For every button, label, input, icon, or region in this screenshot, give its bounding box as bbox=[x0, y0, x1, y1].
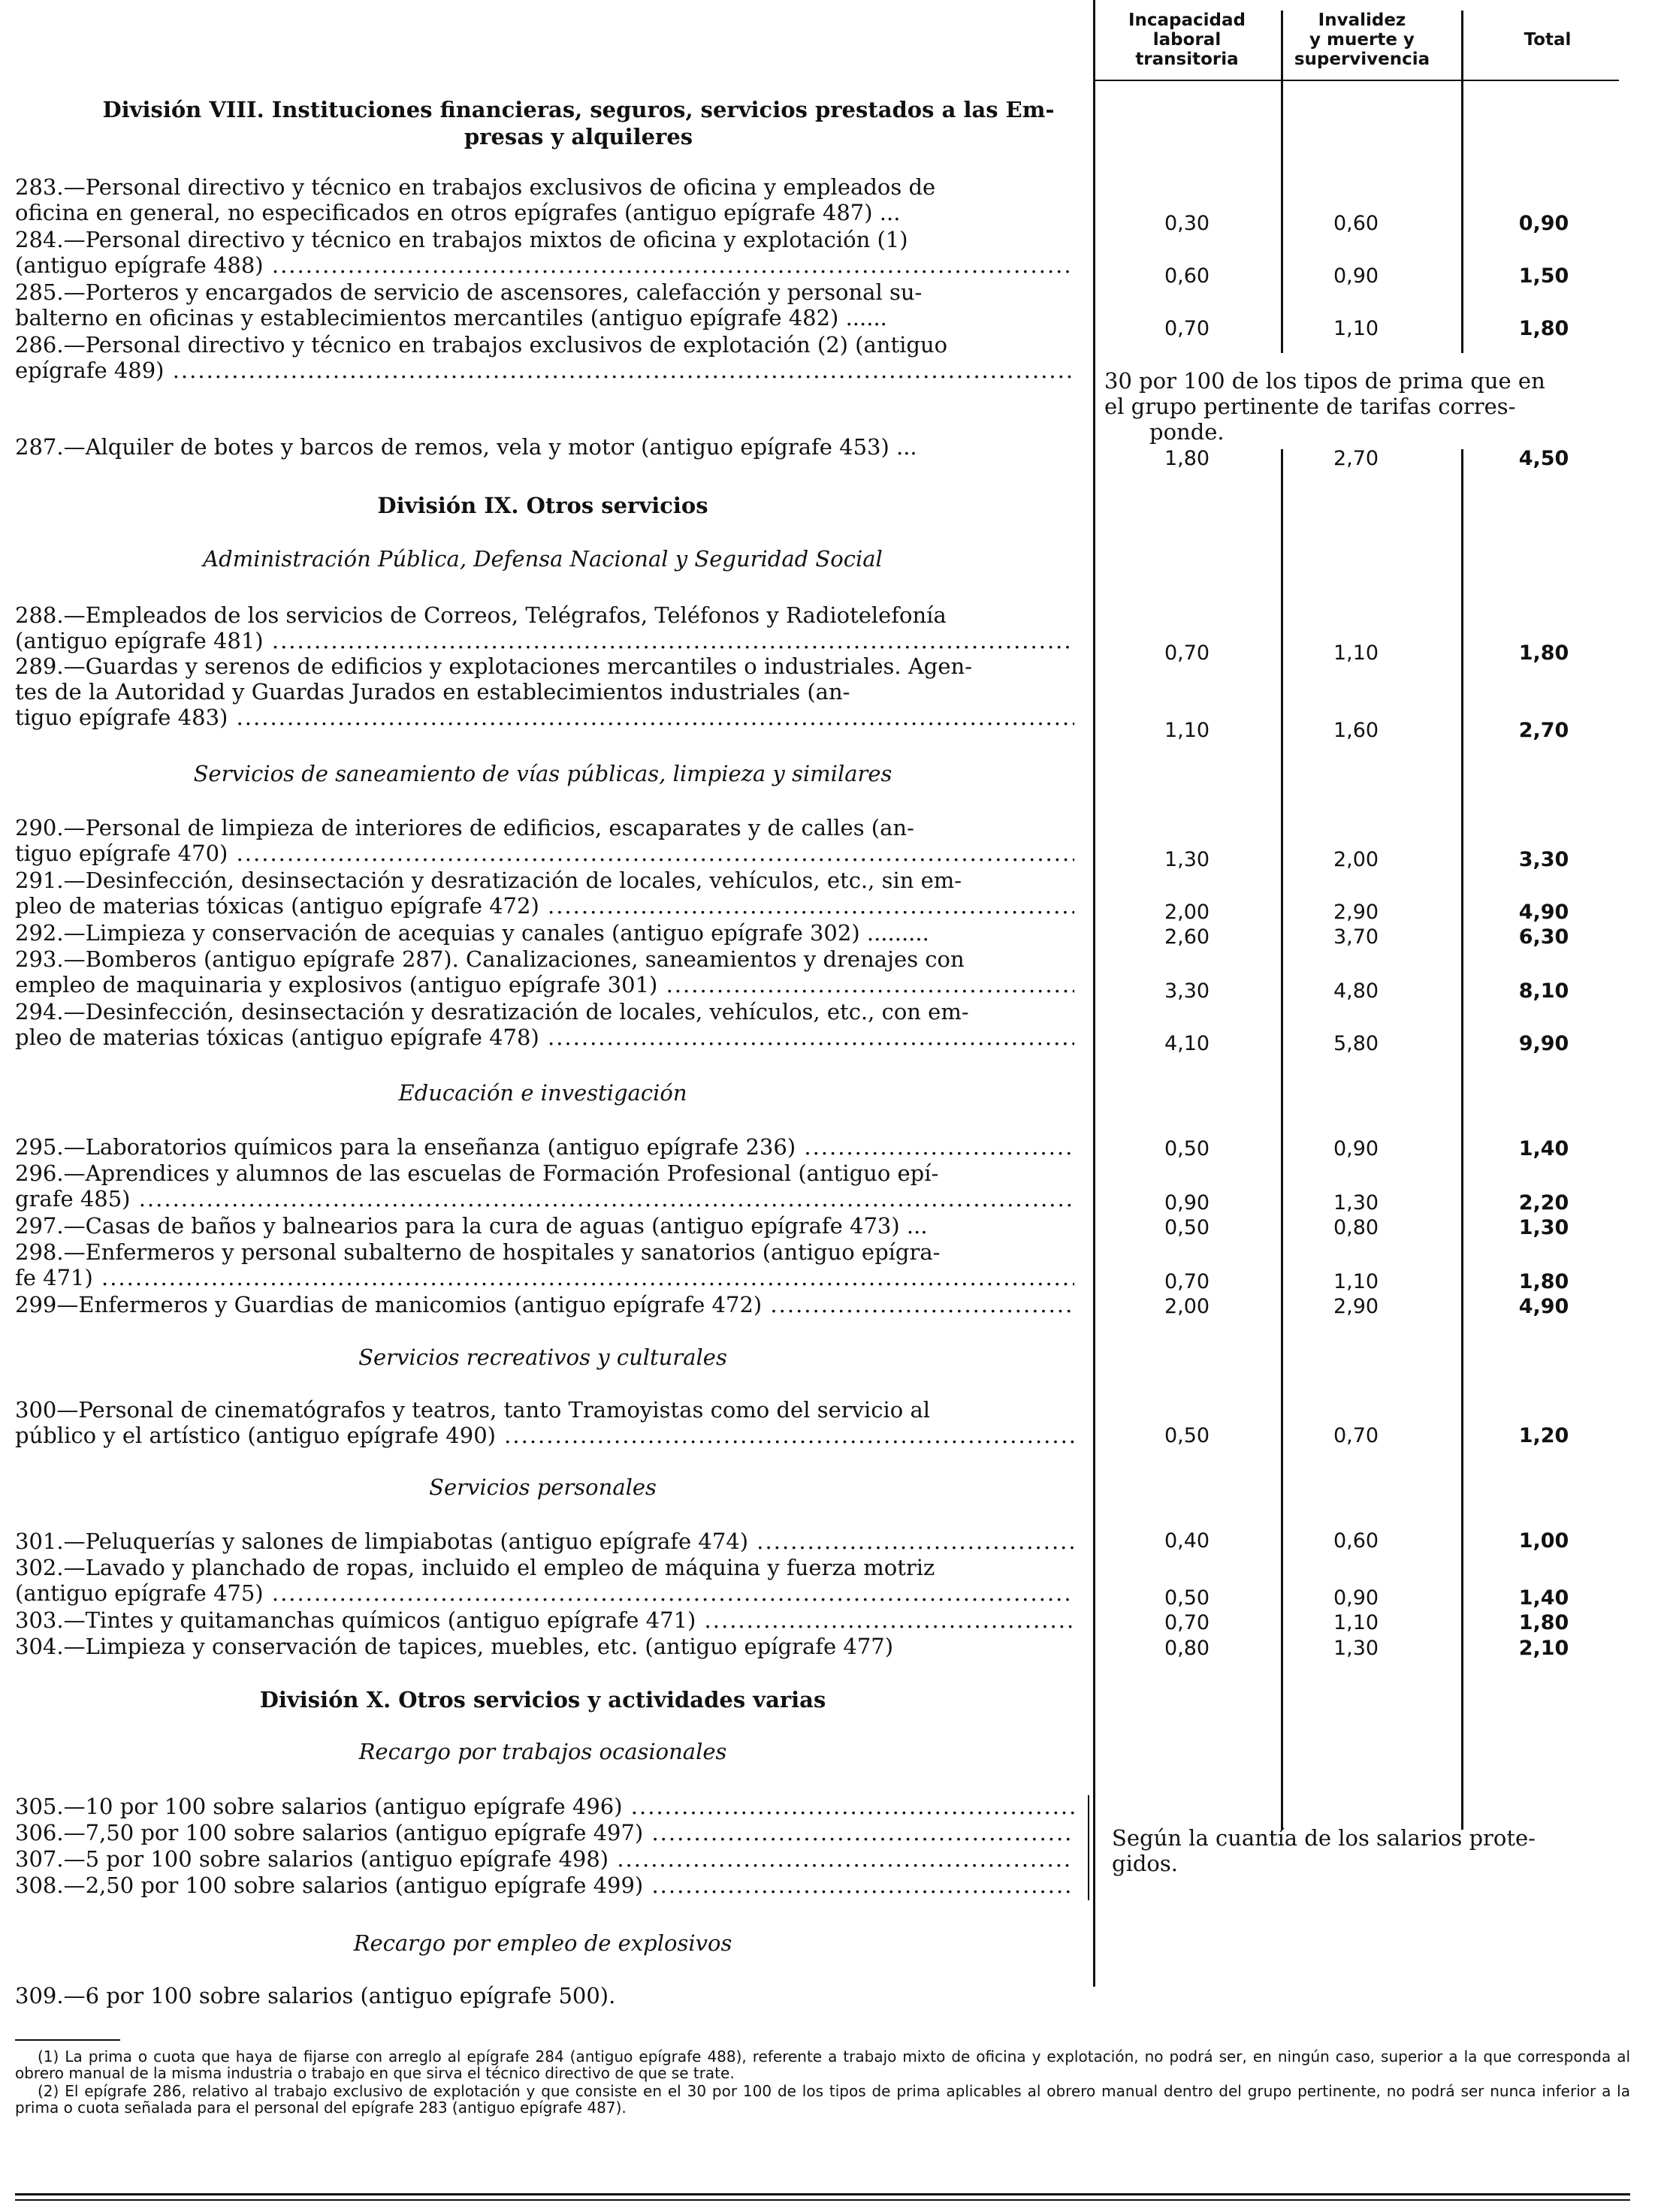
entry-line: epígrafe 489) ..... bbox=[15, 358, 1074, 383]
entry-line: 286.—Personal directivo y técnico en trabajos exclusivos de explotación (2) (antiguo bbox=[15, 332, 948, 358]
value-total: 1,80 bbox=[1518, 1611, 1569, 1634]
division-title-line: presas y alquileres bbox=[464, 124, 693, 149]
entry-296 bbox=[15, 1160, 1074, 1212]
entry-line: (antiguo epígrafe 481) ..... bbox=[15, 628, 1074, 653]
entry-line: 308.—2,50 por 100 sobre salarios (antiguo epígrafe 499) ..... bbox=[15, 1873, 1074, 1898]
entry-line: 306.—7,50 por 100 sobre salarios (antiguo epígrafe 497) ..... bbox=[15, 1820, 1074, 1845]
column-header-line: Incapacidad bbox=[1128, 11, 1246, 30]
entry-line: 304.—Limpieza y conservación de tapices, muebles, etc. (antiguo epígrafe 477) bbox=[15, 1634, 894, 1659]
value-incapacidad: 0,50 bbox=[1164, 1424, 1210, 1447]
entry-298 bbox=[15, 1239, 1074, 1290]
entry-309 bbox=[15, 1983, 1074, 2008]
entry-300 bbox=[15, 1397, 1074, 1448]
entry-line: 296.—Aprendices y alumnos de las escuelas de Formación Profesional (antiguo epí- bbox=[15, 1160, 939, 1186]
value-incapacidad: 0,50 bbox=[1164, 1586, 1210, 1610]
value-invalidez: 4,80 bbox=[1333, 979, 1379, 1003]
value-invalidez: 0,60 bbox=[1333, 212, 1379, 235]
column-rule-left bbox=[1093, 0, 1095, 1987]
entry-line: 293.—Bomberos (antiguo epígrafe 287). Canalizaciones, saneamientos y drenajes con bbox=[15, 946, 965, 972]
value-invalidez: 0,90 bbox=[1333, 264, 1379, 288]
bottom-rule bbox=[15, 2193, 1630, 2195]
entry-301 bbox=[15, 1528, 1074, 1554]
entry-line: 287.—Alquiler de botes y barcos de remos, vela y motor (antiguo epígrafe 453) ... bbox=[15, 434, 917, 460]
section-subheading: Servicios recreativos y culturales bbox=[358, 1344, 727, 1370]
value-incapacidad: 4,10 bbox=[1164, 1032, 1210, 1055]
footnote-1: (1) La prima o cuota que haya de fijarse con arreglo al epígrafe 284 (antiguo epígrafe 488), referente a trabajo mixto de oficina y explotación, no podrá ser, en ningún caso, superior a la que corresponda al obrero manual de la misma industria o trabajo en que sirva el técnico directivo de que se trate. bbox=[15, 2048, 1630, 2082]
value-incapacidad: 0,70 bbox=[1164, 641, 1210, 665]
value-total: 1,20 bbox=[1518, 1424, 1569, 1447]
section-subheading: Recargo por empleo de explosivos bbox=[353, 1930, 732, 1956]
entry-290 bbox=[15, 815, 1074, 866]
section-subheading: Servicios de saneamiento de vías públicas, limpieza y similares bbox=[193, 761, 892, 786]
note-line: 30 por 100 de los tipos de prima que en bbox=[1104, 368, 1545, 394]
entry-line: 299—Enfermeros y Guardias de manicomios (antiguo epígrafe 472) ..... bbox=[15, 1292, 1074, 1317]
entry-line: (antiguo epígrafe 475) ..... bbox=[15, 1580, 1074, 1606]
division-heading: División IX. Otros servicios bbox=[377, 493, 708, 518]
entry-303 bbox=[15, 1607, 1074, 1633]
section-subheading: Servicios personales bbox=[429, 1474, 657, 1500]
entry-line: 302.—Lavado y planchado de ropas, incluido el empleo de máquina y fuerza motriz bbox=[15, 1555, 935, 1580]
entry-line: 290.—Personal de limpieza de interiores de edificios, escaparates y de calles (an- bbox=[15, 815, 914, 840]
value-invalidez: 1,10 bbox=[1333, 641, 1379, 665]
column-header-incapacidad bbox=[1104, 11, 1270, 69]
entry-294 bbox=[15, 999, 1074, 1050]
column-header-invalidez bbox=[1283, 11, 1441, 69]
note-line: el grupo pertinente de tarifas corres- bbox=[1104, 394, 1516, 419]
entry-line: 297.—Casas de baños y balnearios para la cura de aguas (antiguo epígrafe 473) ... bbox=[15, 1213, 928, 1239]
value-total: 1,80 bbox=[1518, 641, 1569, 665]
value-incapacidad: 0,50 bbox=[1164, 1216, 1210, 1239]
entry-293 bbox=[15, 946, 1074, 997]
column-header-line: supervivencia bbox=[1294, 50, 1430, 69]
value-invalidez: 0,90 bbox=[1333, 1137, 1379, 1160]
value-total: 2,70 bbox=[1518, 719, 1569, 742]
note-305-308 bbox=[1112, 1825, 1630, 1876]
entry-288 bbox=[15, 602, 1074, 653]
value-total: 1,40 bbox=[1518, 1586, 1569, 1610]
value-invalidez: 1,10 bbox=[1333, 1270, 1379, 1293]
value-invalidez: 1,10 bbox=[1333, 317, 1379, 340]
column-header-line: y muerte y bbox=[1309, 30, 1415, 50]
column-rule-2a bbox=[1461, 11, 1463, 353]
entry-line: 283.—Personal directivo y técnico en trabajos exclusivos de oficina y empleados de bbox=[15, 174, 936, 200]
value-incapacidad: 0,30 bbox=[1164, 212, 1210, 235]
value-total: 4,90 bbox=[1518, 1295, 1569, 1318]
value-total: 1,80 bbox=[1518, 1270, 1569, 1293]
value-total: 1,30 bbox=[1518, 1216, 1569, 1239]
entry-306 bbox=[15, 1820, 1074, 1845]
value-total: 2,20 bbox=[1518, 1191, 1569, 1215]
column-header-line: laboral bbox=[1152, 30, 1222, 50]
column-header-line: Invalidez bbox=[1318, 11, 1406, 30]
value-invalidez: 0,90 bbox=[1333, 1586, 1379, 1610]
header-rule bbox=[1093, 80, 1619, 81]
value-total: 1,40 bbox=[1518, 1137, 1569, 1160]
entry-287 bbox=[15, 434, 1074, 460]
value-incapacidad: 0,70 bbox=[1164, 1611, 1210, 1634]
entry-307 bbox=[15, 1846, 1074, 1872]
value-total: 0,90 bbox=[1518, 212, 1569, 235]
value-total: 4,50 bbox=[1518, 447, 1569, 470]
footnote-rule bbox=[15, 2039, 120, 2041]
entry-308 bbox=[15, 1873, 1074, 1898]
value-incapacidad: 2,60 bbox=[1164, 925, 1210, 949]
entry-line: 288.—Empleados de los servicios de Correos, Telégrafos, Teléfonos y Radiotelefonía bbox=[15, 602, 947, 628]
column-rule-2b bbox=[1461, 449, 1463, 1830]
value-invalidez: 2,90 bbox=[1333, 901, 1379, 924]
entry-286 bbox=[15, 332, 1074, 383]
footnote-2: (2) El epígrafe 286, relativo al trabajo exclusivo de explotación y que consiste en el 30 por 100 de los tipos de prima aplicables al obrero manual dentro del grupo pertinente, no podrá ser nunca inferior a la prima o cuota señalada para el personal del epígrafe 283 (antiguo epígrafe 487). bbox=[15, 2082, 1630, 2117]
entry-line: tiguo epígrafe 483) ..... bbox=[15, 705, 1074, 730]
column-header-line: transitoria bbox=[1135, 50, 1239, 69]
value-total: 4,90 bbox=[1518, 901, 1569, 924]
entry-283 bbox=[15, 174, 1074, 225]
entry-line: 298.—Enfermeros y personal subalterno de hospitales y sanatorios (antiguo epígra- bbox=[15, 1239, 941, 1265]
entry-297 bbox=[15, 1213, 1074, 1239]
column-rule-1a bbox=[1281, 11, 1283, 353]
entry-line: 285.—Porteros y encargados de servicio de ascensores, calefacción y personal su- bbox=[15, 279, 923, 305]
division-title-line: División VIII. Instituciones financieras, seguros, servicios prestados a las Em- bbox=[102, 97, 1055, 122]
value-incapacidad: 0,50 bbox=[1164, 1137, 1210, 1160]
entry-line: 301.—Peluquerías y salones de limpiabotas (antiguo epígrafe 474) ..... bbox=[15, 1528, 1074, 1554]
column-header-line: Total bbox=[1524, 30, 1572, 50]
division-heading: División X. Otros servicios y actividades varias bbox=[259, 1687, 826, 1713]
entry-line: 289.—Guardas y serenos de edificios y explotaciones mercantiles o industriales. Agen- bbox=[15, 653, 973, 679]
value-total: 1,00 bbox=[1518, 1529, 1569, 1553]
value-incapacidad: 1,30 bbox=[1164, 848, 1210, 871]
value-incapacidad: 0,40 bbox=[1164, 1529, 1210, 1553]
value-incapacidad: 1,10 bbox=[1164, 719, 1210, 742]
value-incapacidad: 1,80 bbox=[1164, 447, 1210, 470]
note-line: Según la cuantía de los salarios prote- bbox=[1112, 1825, 1536, 1851]
value-invalidez: 5,80 bbox=[1333, 1032, 1379, 1055]
entry-line: 300—Personal de cinematógrafos y teatros, tanto Tramoyistas como del servicio al bbox=[15, 1397, 931, 1423]
value-invalidez: 2,70 bbox=[1333, 447, 1379, 470]
entry-302 bbox=[15, 1555, 1074, 1606]
entry-284 bbox=[15, 227, 1074, 278]
value-invalidez: 1,30 bbox=[1333, 1191, 1379, 1215]
entry-285 bbox=[15, 279, 1074, 330]
entry-292 bbox=[15, 920, 1074, 946]
value-total: 8,10 bbox=[1518, 979, 1569, 1003]
value-incapacidad: 0,70 bbox=[1164, 317, 1210, 340]
entry-305 bbox=[15, 1794, 1074, 1819]
note-line: gidos. bbox=[1112, 1851, 1178, 1876]
value-incapacidad: 0,90 bbox=[1164, 1191, 1210, 1215]
value-incapacidad: 0,60 bbox=[1164, 264, 1210, 288]
value-total: 1,50 bbox=[1518, 264, 1569, 288]
value-invalidez: 2,90 bbox=[1333, 1295, 1379, 1318]
value-invalidez: 0,60 bbox=[1333, 1529, 1379, 1553]
value-total: 6,30 bbox=[1518, 925, 1569, 949]
value-invalidez: 1,10 bbox=[1333, 1611, 1379, 1634]
bracket-rule bbox=[1088, 1795, 1091, 1900]
note-line: ponde. bbox=[1149, 419, 1225, 445]
section-subheading: Educación e investigación bbox=[398, 1080, 687, 1106]
bottom-rule bbox=[15, 2199, 1630, 2201]
entry-line: 307.—5 por 100 sobre salarios (antiguo epígrafe 498) ..... bbox=[15, 1846, 1074, 1872]
section-subheading: Administración Pública, Defensa Nacional y Seguridad Social bbox=[203, 546, 883, 572]
value-invalidez: 0,80 bbox=[1333, 1216, 1379, 1239]
entry-line: tiguo epígrafe 470) ..... bbox=[15, 840, 1074, 866]
entry-line: empleo de maquinaria y explosivos (antiguo epígrafe 301) ..... bbox=[15, 972, 1074, 997]
value-invalidez: 2,00 bbox=[1333, 848, 1379, 871]
value-invalidez: 3,70 bbox=[1333, 925, 1379, 949]
entry-line: 291.—Desinfección, desinsectación y desratización de locales, vehículos, etc., sin em- bbox=[15, 868, 962, 893]
value-incapacidad: 2,00 bbox=[1164, 901, 1210, 924]
value-total: 3,30 bbox=[1518, 848, 1569, 871]
entry-line: fe 471) ..... bbox=[15, 1265, 1074, 1290]
entry-line: pleo de materias tóxicas (antiguo epígrafe 472) ..... bbox=[15, 893, 1074, 919]
entry-295 bbox=[15, 1134, 1074, 1160]
entry-line: oficina en general, no especificados en otros epígrafes (antiguo epígrafe 487) ... bbox=[15, 200, 901, 225]
entry-line: 284.—Personal directivo y técnico en trabajos mixtos de oficina y explotación (1) bbox=[15, 227, 908, 252]
entry-304 bbox=[15, 1634, 1074, 1659]
entry-line: balterno en oficinas y establecimientos mercantiles (antiguo epígrafe 482) ...... bbox=[15, 305, 887, 330]
entry-line: 295.—Laboratorios químicos para la enseñanza (antiguo epígrafe 236) ..... bbox=[15, 1134, 1074, 1160]
value-total: 9,90 bbox=[1518, 1032, 1569, 1055]
entry-line: grafe 485) ..... bbox=[15, 1186, 1074, 1212]
section-subheading: Recargo por trabajos ocasionales bbox=[358, 1739, 727, 1764]
value-incapacidad: 0,80 bbox=[1164, 1637, 1210, 1660]
entry-line: público y el artístico (antiguo epígrafe 490) ..... bbox=[15, 1423, 1074, 1448]
entry-line: pleo de materias tóxicas (antiguo epígrafe 478) ..... bbox=[15, 1025, 1074, 1050]
entry-line: (antiguo epígrafe 488) ..... bbox=[15, 252, 1074, 278]
entry-line: tes de la Autoridad y Guardas Jurados en establecimientos industriales (an- bbox=[15, 679, 850, 705]
entry-289 bbox=[15, 653, 1074, 730]
entry-line: 292.—Limpieza y conservación de acequias y canales (antiguo epígrafe 302) ......... bbox=[15, 920, 929, 946]
footnotes bbox=[15, 2048, 1630, 2117]
entry-line: 305.—10 por 100 sobre salarios (antiguo epígrafe 496) ..... bbox=[15, 1794, 1074, 1819]
entry-299 bbox=[15, 1292, 1074, 1317]
entry-line: 294.—Desinfección, desinsectación y desratización de locales, vehículos, etc., con em- bbox=[15, 999, 969, 1025]
value-invalidez: 1,60 bbox=[1333, 719, 1379, 742]
value-invalidez: 1,30 bbox=[1333, 1637, 1379, 1660]
entry-291 bbox=[15, 868, 1074, 919]
value-total: 2,10 bbox=[1518, 1637, 1569, 1660]
entry-line: 309.—6 por 100 sobre salarios (antiguo epígrafe 500). bbox=[15, 1983, 616, 2008]
note-286 bbox=[1104, 368, 1630, 445]
value-total: 1,80 bbox=[1518, 317, 1569, 340]
value-invalidez: 0,70 bbox=[1333, 1424, 1379, 1447]
entry-line: 303.—Tintes y quitamanchas químicos (antiguo epígrafe 471) ..... bbox=[15, 1607, 1074, 1633]
division-heading bbox=[75, 96, 1082, 150]
value-incapacidad: 2,00 bbox=[1164, 1295, 1210, 1318]
value-incapacidad: 3,30 bbox=[1164, 979, 1210, 1003]
value-incapacidad: 0,70 bbox=[1164, 1270, 1210, 1293]
column-header-total bbox=[1472, 30, 1623, 50]
